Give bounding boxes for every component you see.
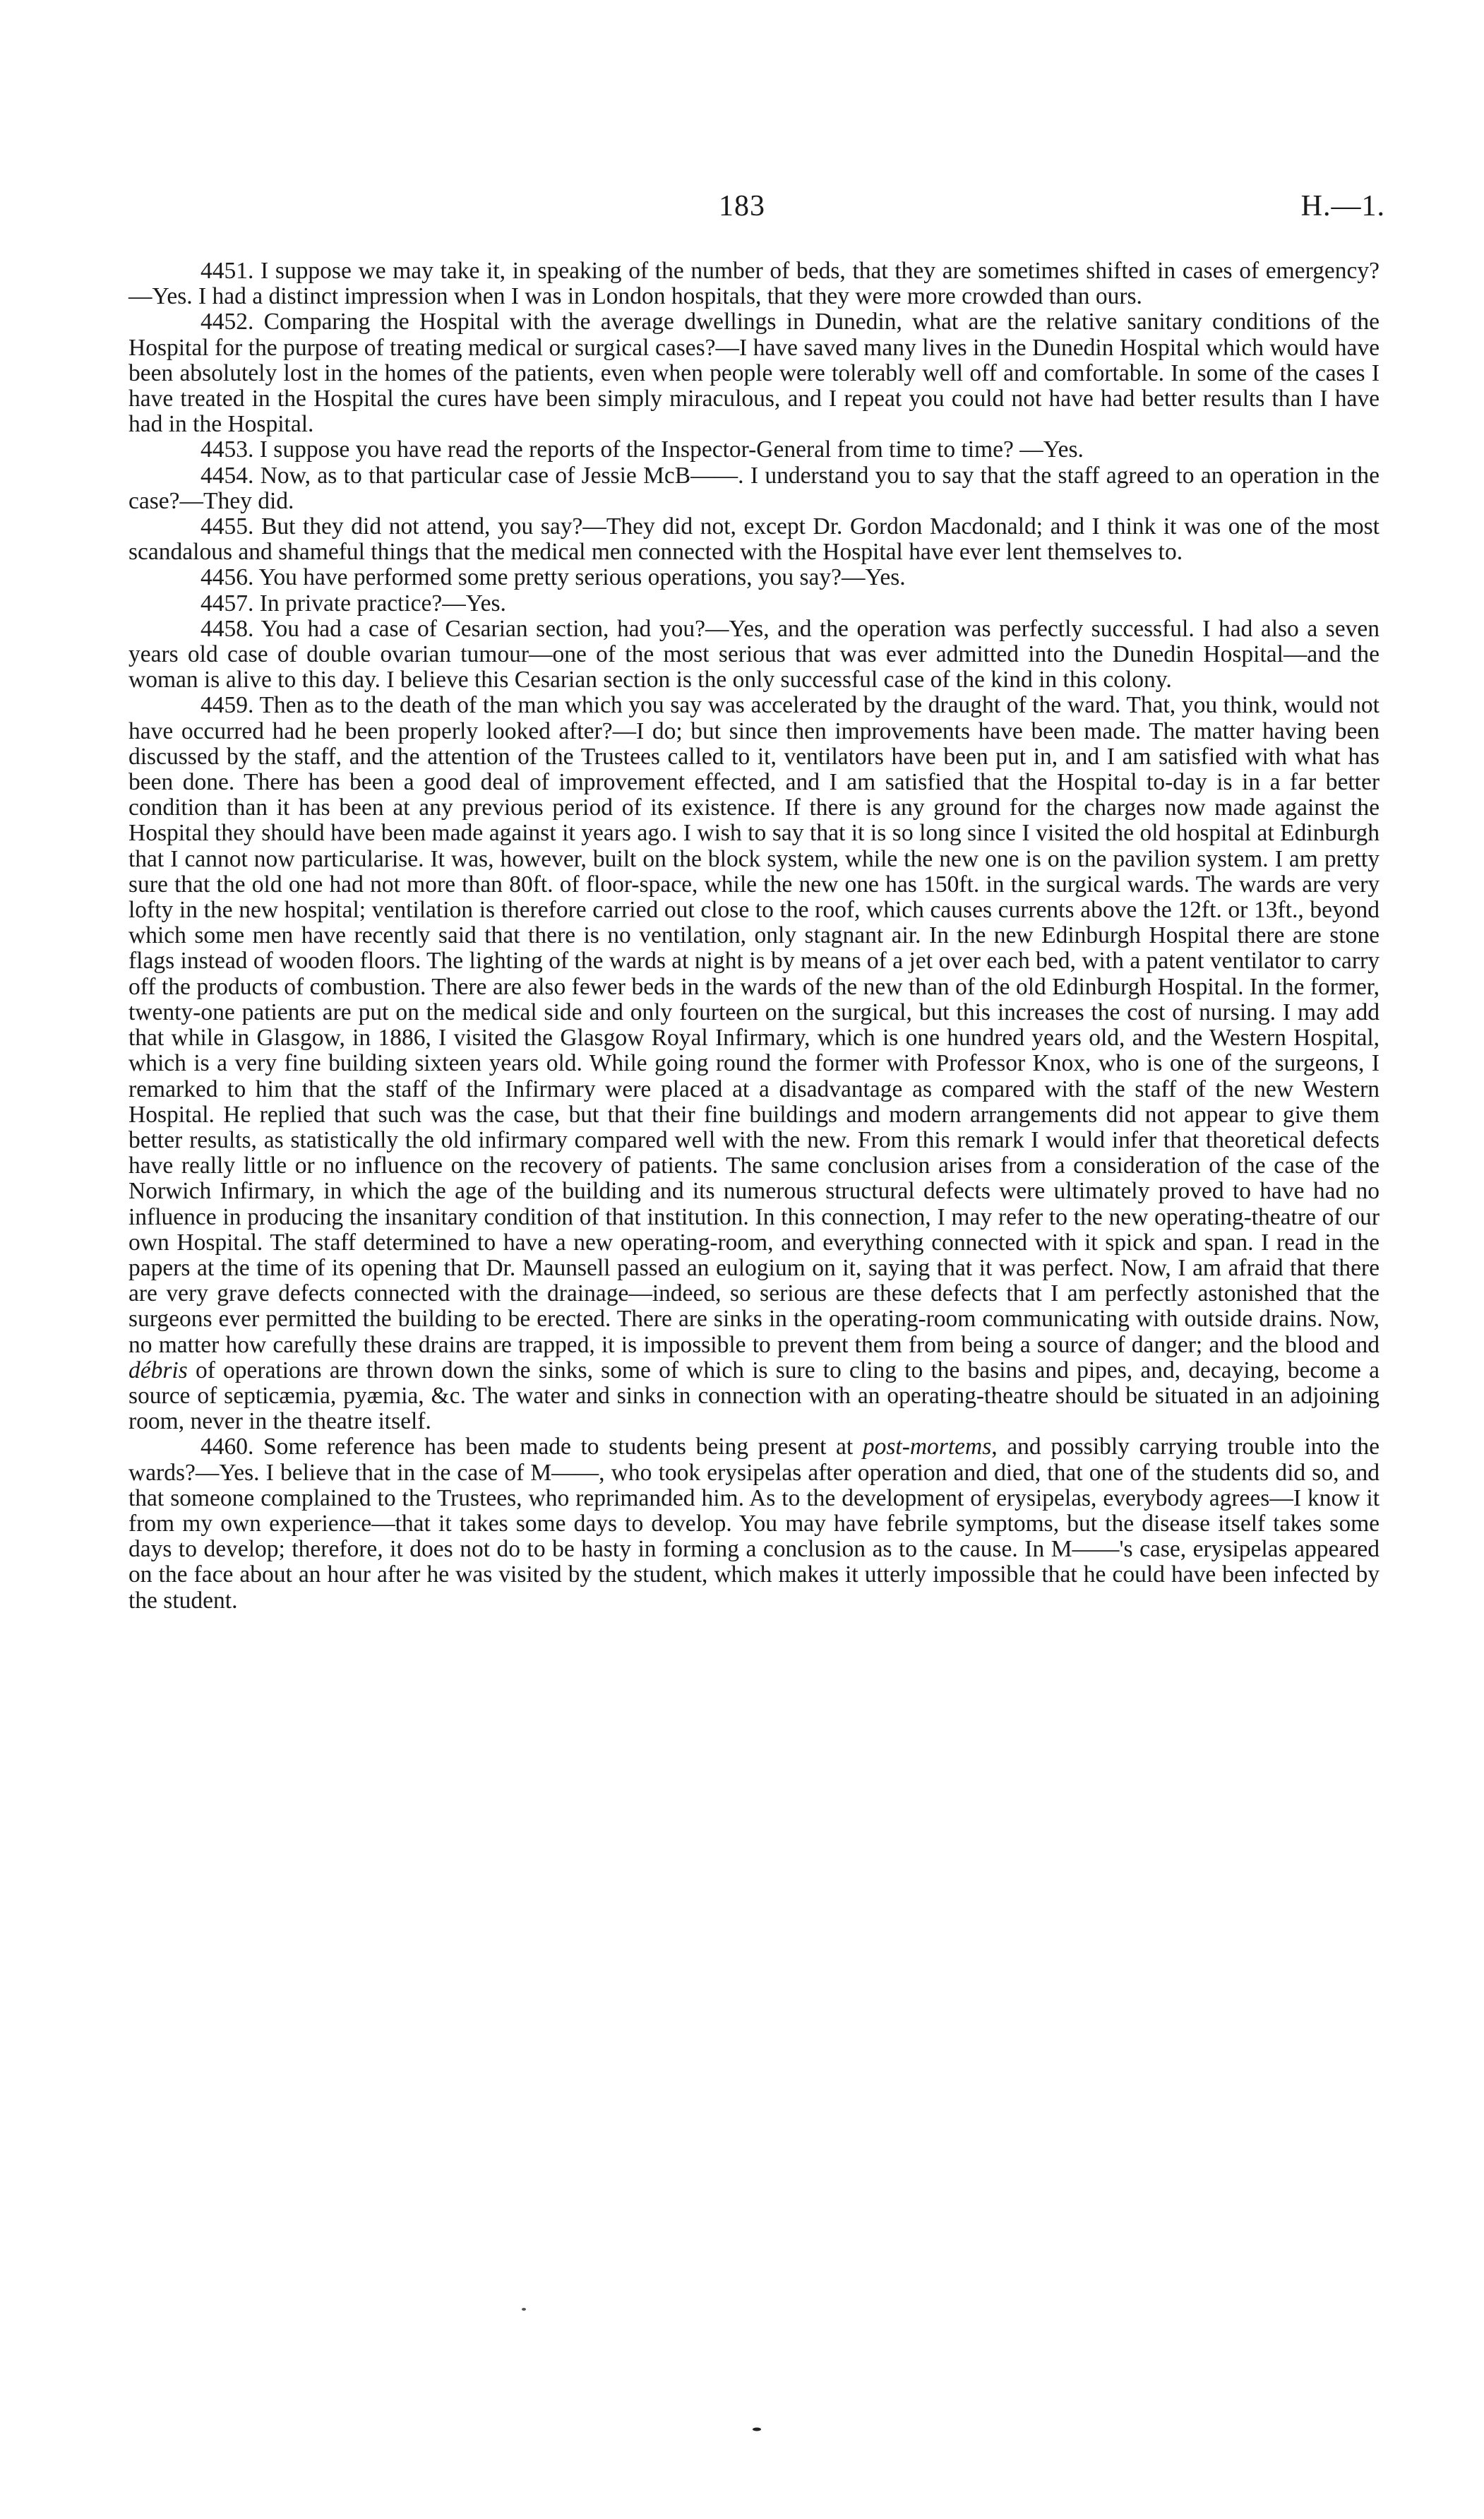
ink-speck — [522, 2308, 526, 2311]
paragraph-4458: 4458. You had a case of Cesarian section, had you?—Yes, and the operation was perfectly successful. I had also a seven years old case of double ovarian tumour—one of the most serious that was ever admitted into the Dunedin Hospital—and the woman is alive to this day. I believe this Cesarian section is the only successful case of the kind in this colony. — [128, 615, 1380, 693]
paragraph-4460-tail: , and possibly carrying trouble into the wards?—Yes. I believe that in the case of M——, who took erysipelas after operation and died, that one of the students did so, and that someone complained to the Trustees, who reprimanded him. As to the development of erysipelas, everybody agrees—I know it from my own experience—that it takes some days to develop. You may have febrile symptoms, but the disease itself takes some days to develop; therefore, it does not do to be hasty in forming a conclusion as to the cause. In M——'s case, erysipelas appeared on the face about an hour after he was visited by the student, which makes it utterly impossible that he could have been infected by the student. — [128, 1434, 1380, 1614]
paragraph-4451: 4451. I suppose we may take it, in speaking of the number of beds, that they are sometimes shifted in cases of emergency?—Yes. I had a distinct impression when I was in London hospitals, that they were more crowded than ours. — [128, 258, 1380, 310]
italic-term-post-mortems: post-mortems — [862, 1434, 992, 1460]
page-number: 183 — [719, 190, 765, 222]
paragraph-4459-tail: of operations are thrown down the sinks, some of which is sure to cling to the basins and pipes, and, decaying, become a source of septicæmia, pyæmia, &c. The water and sinks in connection with an operating-theatre should be situated in an adjoining room, never in the theatre itself. — [128, 1357, 1380, 1435]
paragraph-4454: 4454. Now, as to that particular case of Jessie McB——. I understand you to say that the staff agreed to an operation in the case?—They did. — [128, 462, 1380, 514]
paragraph-4459-text: 4459. Then as to the death of the man which you say was accelerated by the draught of the ward. That, you think, would not have occurred had he been properly looked after?—I do; but since then improvements have been made. The matter having been discussed by the staff, and the attention of the Trustees called to it, ventilators have been put in, and I am satisfied with what has been done. There has been a good deal of improvement effected, and I am satisfied that the Hospital to-day is in a far better condition than it has been at any previous period of its existence. If there is any ground for the charges now made against the Hospital they should have been made against it years ago. I wish to say that it is so long since I visited the old hospital at Edinburgh that I cannot now particularise. It was, however, built on the block system, while the new one is on the pavilion system. I am pretty sure that the old one had not more than 80ft. of floor-space, while the new one has 150ft. in the surgical wards. The wards are very lofty in the new hospital; ventilation is therefore carried out close to the roof, which causes currents above the 12ft. or 13ft., beyond which some men have recently said that there is no ventilation, only stagnant air. In the new Edinburgh Hospital there are stone flags instead of wooden floors. The lighting of the wards at night is by means of a jet over each bed, with a patent ventilator to carry off the products of combustion. There are also fewer beds in the wards of the new than of the old Edinburgh Hospital. In the former, twenty-one patients are put on the medical side and only fourteen on the surgical, but this increases the cost of nursing. I may add that while in Glasgow, in 1886, I visited the Glasgow Royal Infirmary, which is one hundred years old, and the Western Hospital, which is a very fine building sixteen years old. While going round the former with Professor Knox, who is one of the surgeons, I remarked to him that the staff of the Infirmary were placed at a disadvantage as compared with the staff of the new Western Hospital. He replied that such was the case, but that their fine buildings and modern arrangements did not appear to give them better results, as statistically the old infirmary compared well with the new. From this remark I would infer that theoretical defects have really little or no influence on the recovery of patients. The same conclusion arises from a consideration of the case of the Norwich Infirmary, in which the age of the building and its numerous structural defects were ultimately proved to have had no influence in producing the insanitary condition of that institution. In this connection, I may refer to the new operating-theatre of our own Hospital. The staff determined to have a new operating-room, and everything connected with it spick and span. I read in the papers at the time of its opening that Dr. Maunsell passed an eulogium on it, saying that it was perfect. Now, I am afraid that there are very grave defects connected with the drainage—indeed, so serious are these defects that I am perfectly astonished that the surgeons ever permitted the building to be erected. There are sinks in the operating-room communicating with outside drains. Now, no matter how carefully these drains are trapped, it is impossible to prevent them from being a source of danger; and the blood and — [128, 692, 1380, 1358]
document-code: H.—1. — [1300, 190, 1385, 222]
paragraph-4452: 4452. Comparing the Hospital with the average dwellings in Dunedin, what are the relative sanitary conditions of the Hospital for the purpose of treating medical or surgical cases?—I have saved many lives in the Dunedin Hospital which would have been absolutely lost in the homes of the patients, even when people were tolerably well off and comfortable. In some of the cases I have treated in the Hospital the cures have been simply miraculous, and I repeat you could not have had better results than I have had in the Hospital. — [128, 309, 1380, 438]
paragraph-4453: 4453. I suppose you have read the reports of the Inspector-General from time to time? —Yes. — [201, 436, 1084, 463]
paragraph-4456: 4456. You have performed some pretty serious operations, you say?—Yes. — [201, 564, 906, 591]
paragraph-4457: 4457. In private practice?—Yes. — [201, 590, 506, 617]
paragraph-4460-text: 4460. Some reference has been made to students being present at — [201, 1434, 854, 1460]
ink-speck — [753, 2428, 761, 2431]
italic-term-debris: débris — [128, 1357, 188, 1383]
paragraph-4455: 4455. But they did not attend, you say?—They did not, except Dr. Gordon Macdonald; and I think it was one of the most scandalous and shameful things that the medical men connected with the Hospital have ever lent themselves to. — [128, 513, 1380, 566]
